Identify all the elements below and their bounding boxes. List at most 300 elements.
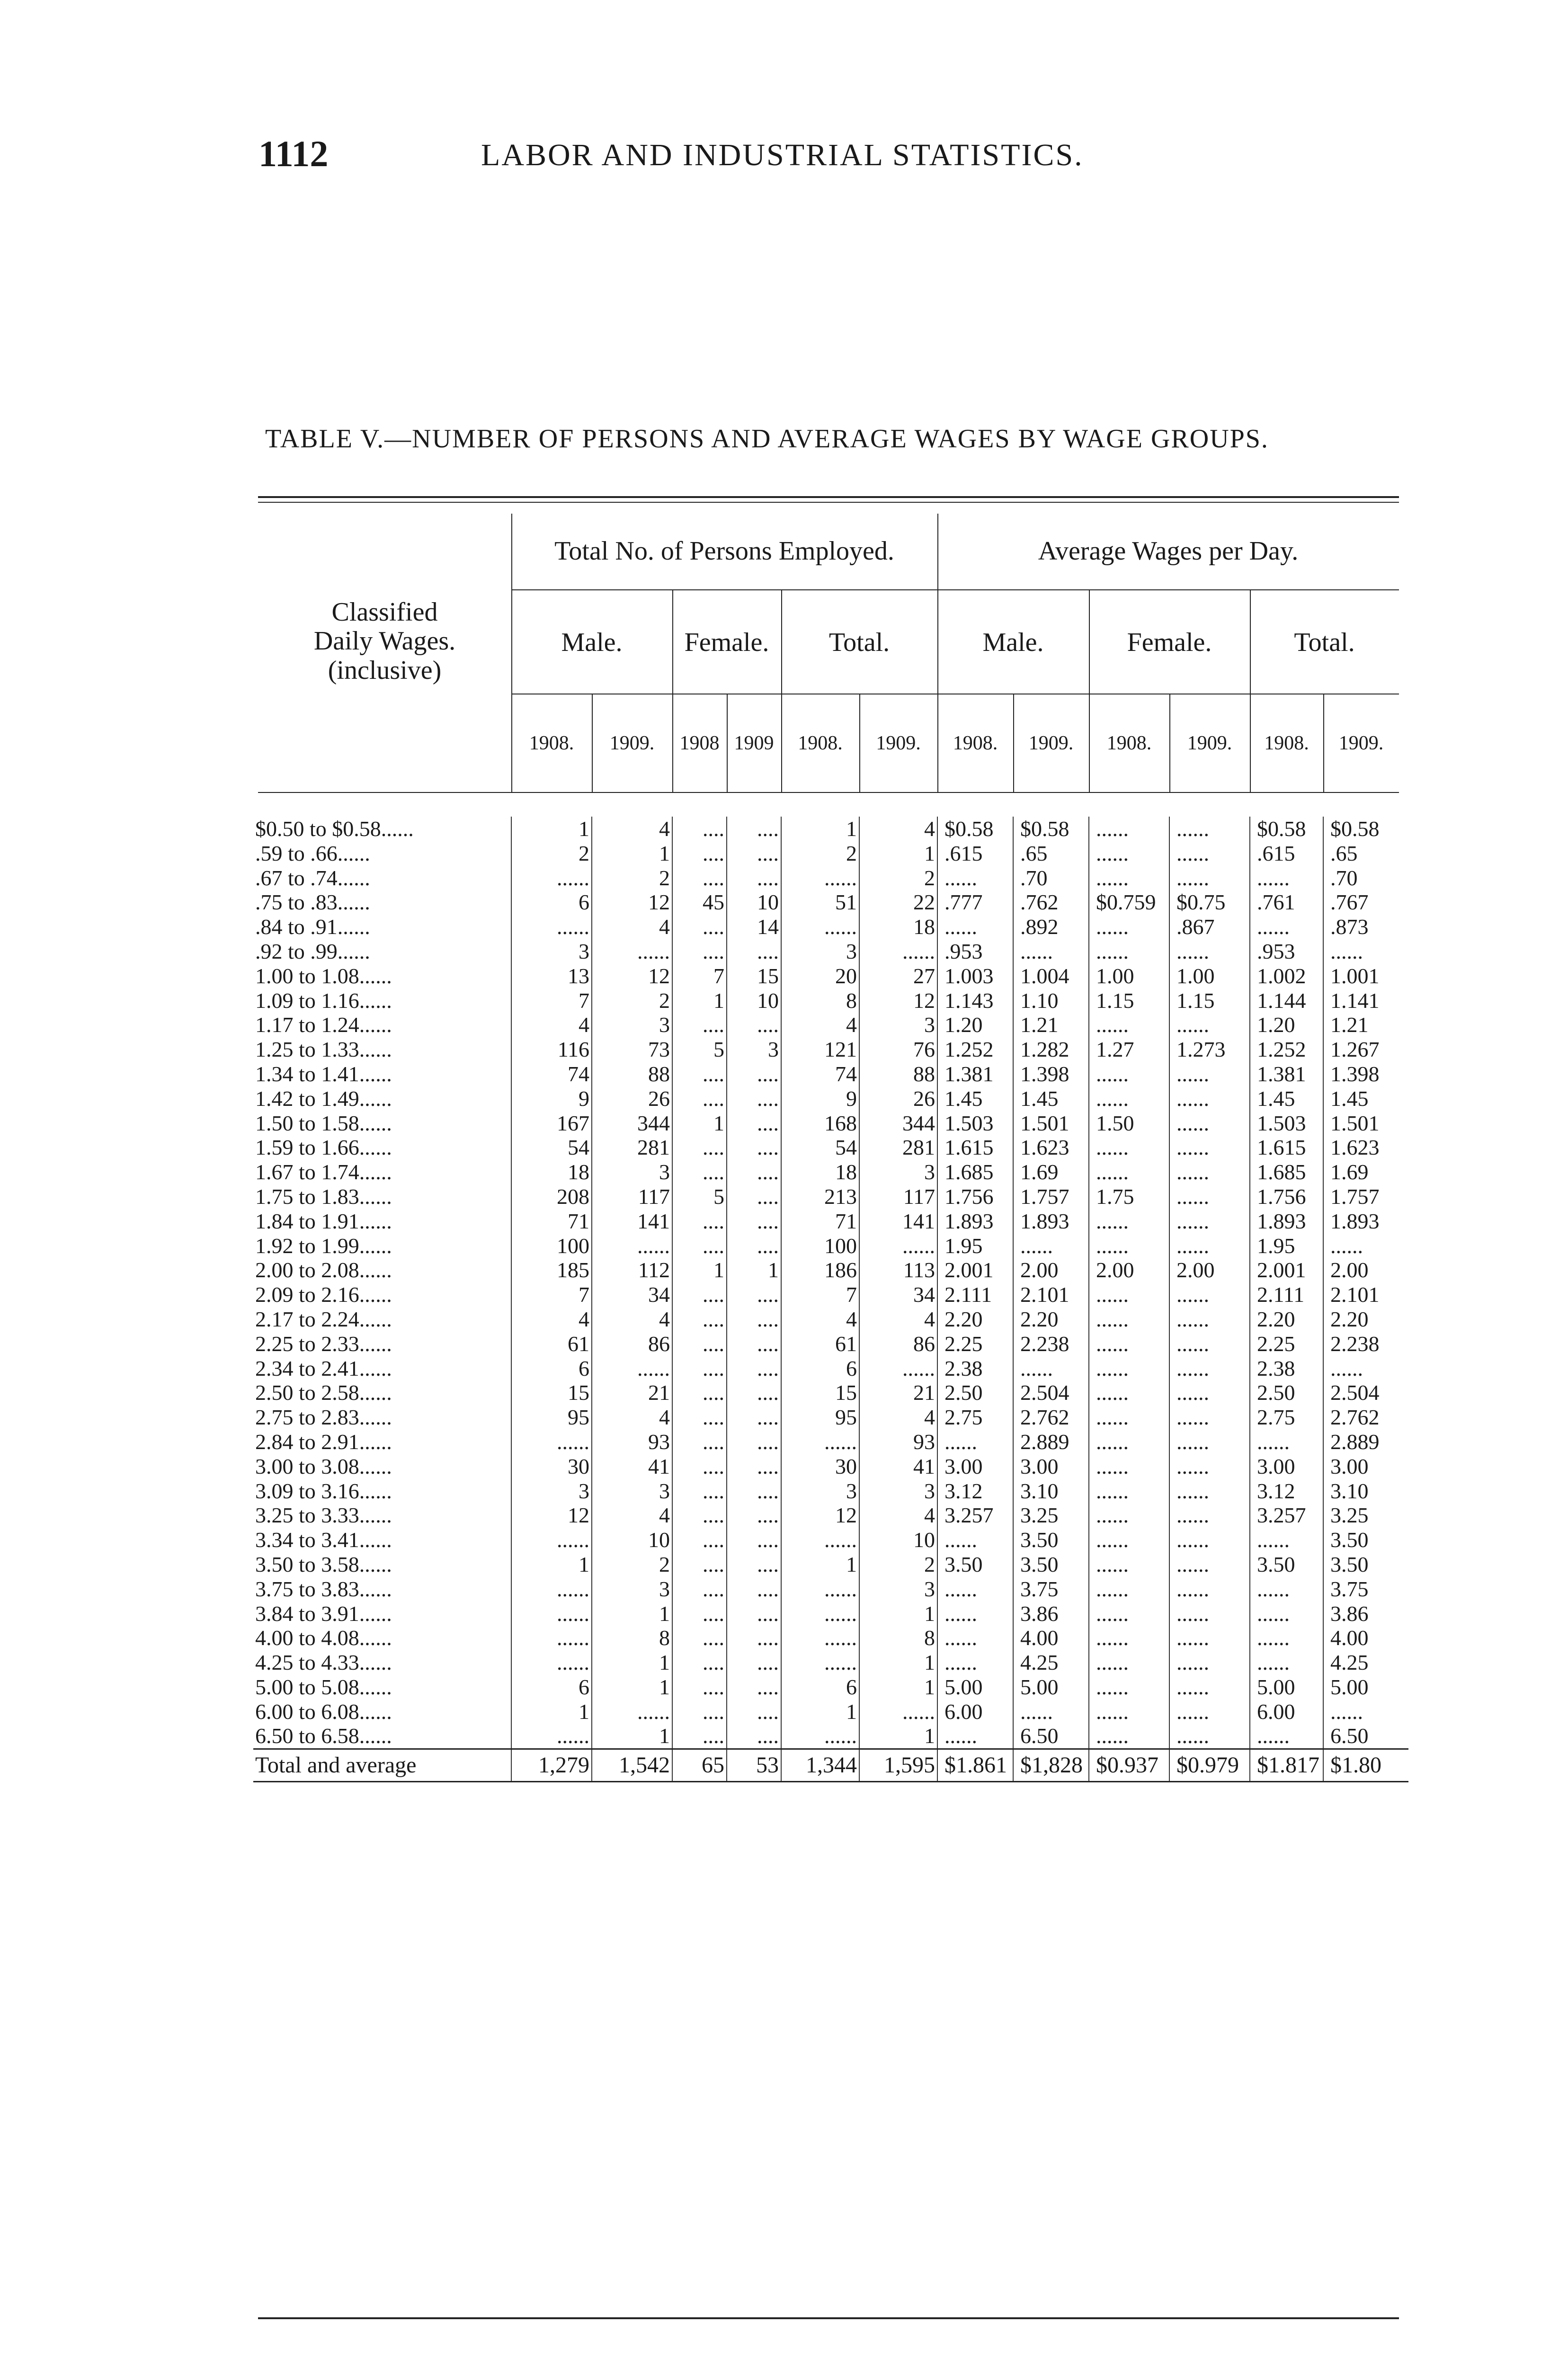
count-cell: 208 [511,1184,592,1209]
count-cell: 344 [859,1111,937,1136]
wage-cell: .762 [1013,890,1089,915]
wage-cell: ...... [937,1650,1013,1675]
count-cell: 3 [592,1160,672,1184]
wage-cell: 1.623 [1323,1135,1408,1160]
wage-cell: ...... [1089,1135,1169,1160]
count-cell: 5 [672,1037,727,1062]
count-cell: 7 [511,988,592,1013]
wage-cell: 1.615 [937,1135,1013,1160]
wage-cell: ...... [937,1724,1013,1749]
wage-cell: 2.101 [1323,1282,1408,1307]
wage-cell: 2.101 [1013,1282,1089,1307]
wage-cell: 3.257 [937,1503,1013,1528]
count-cell: ...... [781,1528,859,1552]
wage-cell: 1.381 [937,1062,1013,1086]
wage-cell: 2.238 [1323,1332,1408,1356]
wage-cell: 3.50 [1323,1552,1408,1577]
count-cell: .... [672,1626,727,1650]
count-cell: .... [727,1503,781,1528]
wage-cell: ...... [1089,915,1169,939]
column-rule [1089,589,1090,793]
count-cell: 4 [592,915,672,939]
count-cell: 1 [781,1552,859,1577]
count-cell: 73 [592,1037,672,1062]
count-cell: 3 [859,1479,937,1504]
table-row [253,1356,1408,1381]
table-row [253,817,1408,841]
wage-cell: .892 [1013,915,1089,939]
count-cell: 18 [859,915,937,939]
wage-cell: 2.38 [1250,1356,1323,1381]
wage-cell: 3.00 [1250,1454,1323,1479]
year-header: 1909. [1187,732,1232,754]
table-row [253,1111,1408,1136]
wage-cell: ...... [1013,1356,1089,1381]
count-cell: 213 [781,1184,859,1209]
count-cell: .... [727,1111,781,1136]
wage-cell: 1.50 [1089,1111,1169,1136]
count-cell: 88 [592,1062,672,1086]
wage-cell: 1.623 [1013,1135,1089,1160]
wage-cell: ...... [1169,1307,1250,1332]
wage-cell: 1.273 [1169,1037,1250,1062]
count-cell: 1 [511,1552,592,1577]
count-cell: 168 [781,1111,859,1136]
count-cell: .... [727,841,781,866]
wage-class-cell: .84 to .91...... [255,915,370,939]
count-cell: 141 [859,1209,937,1234]
table-row [253,1013,1408,1037]
count-cell: .... [672,1552,727,1577]
wage-cell: .70 [1013,866,1089,890]
wage-cell: ...... [1169,1356,1250,1381]
wage-cell: 6.00 [1250,1700,1323,1724]
count-cell: .... [727,1577,781,1602]
year-header: 1908. [1106,732,1152,754]
count-cell: 1 [511,1700,592,1724]
table-row [253,1650,1408,1675]
count-cell: .... [727,1332,781,1356]
wage-cell: $0.759 [1089,890,1169,915]
wage-cell: ...... [937,866,1013,890]
wage-cell: ...... [1169,1528,1250,1552]
wage-cell: 2.25 [937,1332,1013,1356]
table-row [253,1307,1408,1332]
wage-cell: 4.00 [1323,1626,1408,1650]
wage-cell: ...... [1089,1013,1169,1037]
wage-class-cell: .92 to .99...... [255,939,370,963]
wage-cell: $1.80 [1323,1749,1408,1782]
wage-cell: ...... [1089,1626,1169,1650]
count-cell: 10 [727,988,781,1013]
count-cell: .... [727,1602,781,1626]
count-cell: 1 [592,1675,672,1700]
wage-cell: 2.504 [1323,1380,1408,1405]
count-cell: .... [672,1356,727,1381]
wage-cell: 1.893 [1250,1209,1323,1234]
wage-cell: ...... [1089,1282,1169,1307]
wage-cell: 3.50 [1013,1552,1089,1577]
wage-cell: ...... [1169,1332,1250,1356]
wage-cell: $0.979 [1169,1749,1250,1782]
wage-cell: 1.381 [1250,1062,1323,1086]
wage-cell: 2.889 [1323,1430,1408,1454]
table-row [253,1332,1408,1356]
wage-cell: .777 [937,890,1013,915]
count-cell: .... [727,866,781,890]
count-cell: 22 [859,890,937,915]
wage-class-cell: 3.84 to 3.91...... [255,1601,392,1626]
wage-cell: 1.95 [1250,1234,1323,1258]
count-cell: 20 [781,964,859,988]
wage-cell: ...... [1250,915,1323,939]
count-cell: 7 [781,1282,859,1307]
year-header: 1908. [1264,732,1309,754]
wage-cell: 2.762 [1013,1405,1089,1430]
wage-cell: ...... [1089,1503,1169,1528]
wage-cell: 1.001 [1323,964,1408,988]
wage-cell: ...... [937,915,1013,939]
wage-cell: ...... [1169,1479,1250,1504]
count-cell: .... [727,1086,781,1111]
count-cell: 15 [727,964,781,988]
wage-cell: 3.86 [1013,1602,1089,1626]
wage-cell: ...... [1169,1430,1250,1454]
count-cell: 45 [672,890,727,915]
count-cell: 1 [592,1650,672,1675]
table-row [253,1135,1408,1160]
wage-class-cell: 3.09 to 3.16...... [255,1478,392,1503]
wage-cell: ...... [1169,1380,1250,1405]
sub-header-male: Male. [982,627,1044,657]
count-cell: .... [672,1013,727,1037]
count-cell: .... [727,1356,781,1381]
count-cell: .... [672,1405,727,1430]
wage-cell: 1.398 [1323,1062,1408,1086]
wage-cell: ...... [1323,1234,1408,1258]
wage-cell: 1.20 [937,1013,1013,1037]
wage-cell: ...... [1089,1086,1169,1111]
wage-cell: $0.58 [1323,817,1408,841]
wage-cell: 3.50 [937,1552,1013,1577]
count-cell: .... [727,817,781,841]
count-cell: ...... [781,1602,859,1626]
count-cell: 113 [859,1258,937,1282]
wage-cell: 1.002 [1250,964,1323,988]
count-cell: 1,542 [592,1749,672,1782]
count-cell: 8 [592,1626,672,1650]
wage-cell: ...... [1169,1111,1250,1136]
wage-cell: ...... [1250,1626,1323,1650]
wage-cell: 1.503 [1250,1111,1323,1136]
count-cell: 6 [511,1675,592,1700]
count-cell: .... [727,1307,781,1332]
count-cell: 2 [511,841,592,866]
count-cell: 86 [859,1332,937,1356]
year-header: 1909. [876,732,921,754]
wage-cell: 5.00 [1250,1675,1323,1700]
count-cell: 76 [859,1037,937,1062]
wage-class-cell: 1.75 to 1.83...... [255,1184,392,1209]
table-header [258,514,1399,793]
wage-cell: .953 [937,939,1013,964]
count-cell: ...... [511,1602,592,1626]
count-cell: ...... [781,1650,859,1675]
wage-cell: $1,828 [1013,1749,1089,1782]
table-row [253,1405,1408,1430]
wage-cell: 1.45 [1013,1086,1089,1111]
count-cell: 6 [781,1356,859,1381]
wage-cell: ...... [1169,1724,1250,1749]
wage-cell: ...... [1089,939,1169,964]
count-cell: .... [672,1724,727,1749]
count-cell: 12 [781,1503,859,1528]
count-cell: .... [727,1700,781,1724]
count-cell: 93 [592,1430,672,1454]
count-cell: ...... [781,1724,859,1749]
count-cell: .... [672,817,727,841]
wage-cell: 2.762 [1323,1405,1408,1430]
count-cell: ...... [859,1700,937,1724]
count-cell: .... [672,1675,727,1700]
count-cell: .... [727,1479,781,1504]
year-header: 1908. [953,732,998,754]
count-cell: .... [727,1724,781,1749]
wage-cell: ...... [1169,1503,1250,1528]
count-cell: 8 [859,1626,937,1650]
count-cell: 116 [511,1037,592,1062]
wage-cell: ...... [1089,1160,1169,1184]
wage-cell: ...... [1250,1577,1323,1602]
table-row [253,988,1408,1013]
wage-cell: 1.685 [1250,1160,1323,1184]
count-cell: 10 [592,1528,672,1552]
count-cell: .... [672,1307,727,1332]
wage-cell: .867 [1169,915,1250,939]
wage-cell: 1.501 [1323,1111,1408,1136]
count-cell: 2 [859,1552,937,1577]
page-header [258,133,1395,185]
wage-cell: ...... [1089,1675,1169,1700]
wage-cell: 1.501 [1013,1111,1089,1136]
count-cell: 86 [592,1332,672,1356]
wage-cell: ...... [1169,1013,1250,1037]
wage-cell: $0.58 [1250,817,1323,841]
count-cell: 30 [781,1454,859,1479]
count-cell: ...... [511,1577,592,1602]
column-rule [592,694,593,793]
wage-cell: ...... [1250,1528,1323,1552]
wage-cell: ...... [937,1577,1013,1602]
total-row [253,1749,1408,1782]
top-double-rule [258,496,1399,498]
group-header-persons: Total No. of Persons Employed. [554,536,894,566]
table-row [253,1062,1408,1086]
wage-cell: ...... [937,1602,1013,1626]
wage-class-cell: 1.92 to 1.99...... [255,1233,392,1258]
count-cell: 3 [511,1479,592,1504]
wage-class-cell: 1.09 to 1.16...... [255,988,392,1013]
column-rule [727,694,728,793]
wage-cell: 3.00 [1013,1454,1089,1479]
wage-cell: 3.86 [1323,1602,1408,1626]
wage-cell: 1.757 [1323,1184,1408,1209]
count-cell: 21 [592,1380,672,1405]
wage-cell: 2.20 [1013,1307,1089,1332]
wage-cell: 3.75 [1013,1577,1089,1602]
count-cell: .... [672,1135,727,1160]
count-cell: 3 [727,1037,781,1062]
count-cell: 2 [592,988,672,1013]
wage-cell: ...... [1169,1405,1250,1430]
wage-cell: ...... [1089,1650,1169,1675]
wage-cell: 6.50 [1013,1724,1089,1749]
wage-cell: .65 [1013,841,1089,866]
count-cell: 3 [592,1013,672,1037]
wage-cell: ...... [937,1528,1013,1552]
table-row [253,1380,1408,1405]
wage-cell: 1.141 [1323,988,1408,1013]
wage-cell: ...... [1089,1332,1169,1356]
count-cell: 112 [592,1258,672,1282]
column-rule [1250,589,1251,793]
count-cell: .... [672,1209,727,1234]
count-cell: 1 [859,841,937,866]
table-row [253,1184,1408,1209]
count-cell: 27 [859,964,937,988]
count-cell: ...... [511,1528,592,1552]
count-cell: 1 [592,1602,672,1626]
table-row [253,1602,1408,1626]
table-row [253,964,1408,988]
wage-cell: 1.45 [1250,1086,1323,1111]
count-cell: .... [672,1086,727,1111]
wage-cell: 3.25 [1323,1503,1408,1528]
wage-cell: 1.252 [1250,1037,1323,1062]
sub-header-total: Total. [829,627,890,657]
wage-cell: 6.00 [937,1700,1013,1724]
count-cell: .... [727,1626,781,1650]
count-cell: 1 [672,988,727,1013]
wage-cell: 3.10 [1323,1479,1408,1504]
wage-cell: 1.144 [1250,988,1323,1013]
wage-cell: 2.00 [1323,1258,1408,1282]
year-header: 1909 [734,732,774,754]
wage-cell: ...... [1169,1086,1250,1111]
wage-cell: ...... [1089,1479,1169,1504]
count-cell: .... [727,1160,781,1184]
wage-cell: 1.756 [937,1184,1013,1209]
column-rule [1323,694,1324,793]
wage-cell: ...... [1013,939,1089,964]
wage-cell: ...... [1089,841,1169,866]
wage-class-cell: Total and average [253,1749,511,1782]
count-cell: 100 [781,1234,859,1258]
count-cell: .... [672,1528,727,1552]
sub-header-female: Female. [1127,627,1212,657]
count-cell: ...... [859,1234,937,1258]
wage-cell: 1.20 [1250,1013,1323,1037]
wage-cell: ...... [1169,1282,1250,1307]
page-number: 1112 [258,133,329,174]
table-row [253,1258,1408,1282]
table-row [253,1675,1408,1700]
count-cell: 54 [781,1135,859,1160]
count-cell: 1 [859,1724,937,1749]
count-cell: 1,595 [859,1749,937,1782]
count-cell: 71 [781,1209,859,1234]
column-rule [781,589,782,793]
wage-cell: ...... [1089,1209,1169,1234]
year-header: 1908. [529,732,574,754]
count-cell: 4 [592,817,672,841]
count-cell: 1 [859,1602,937,1626]
count-cell: 1 [859,1650,937,1675]
count-cell: ...... [859,1356,937,1381]
count-cell: .... [727,1675,781,1700]
count-cell: 10 [859,1528,937,1552]
count-cell: 34 [592,1282,672,1307]
count-cell: 117 [592,1184,672,1209]
count-cell: 12 [592,890,672,915]
count-cell: 1 [781,817,859,841]
wage-cell: ...... [1089,817,1169,841]
table-row [253,939,1408,964]
wage-cell: 2.50 [937,1380,1013,1405]
count-cell: 41 [592,1454,672,1479]
column-rule [1013,694,1014,793]
group-header-wages: Average Wages per Day. [1038,536,1299,566]
year-header: 1909. [1028,732,1074,754]
count-cell: 88 [859,1062,937,1086]
wage-cell: 2.00 [1013,1258,1089,1282]
wage-cell: ...... [1089,1700,1169,1724]
column-rule [937,514,938,793]
count-cell: ...... [592,1700,672,1724]
count-cell: 100 [511,1234,592,1258]
column-rule [1169,694,1170,793]
count-cell: 26 [592,1086,672,1111]
count-cell: 4 [511,1013,592,1037]
wage-cell: 3.00 [937,1454,1013,1479]
running-title: LABOR AND INDUSTRIAL STATISTICS. [481,138,1084,172]
count-cell: 4 [859,1405,937,1430]
wage-class-cell: .59 to .66...... [255,841,370,865]
count-cell: 1 [592,841,672,866]
wage-cell: .65 [1323,841,1408,866]
wage-cell: $0.75 [1169,890,1250,915]
wage-class-cell: 1.50 to 1.58...... [255,1111,392,1135]
count-cell: 2 [781,841,859,866]
count-cell: .... [672,841,727,866]
wage-cell: 1.95 [937,1234,1013,1258]
wage-cell: 1.252 [937,1037,1013,1062]
wage-cell: 2.20 [1323,1307,1408,1332]
count-cell: ...... [511,1724,592,1749]
count-cell: 18 [511,1160,592,1184]
count-cell: .... [672,1454,727,1479]
table-row [253,1528,1408,1552]
count-cell: 4 [781,1307,859,1332]
wage-cell: 3.50 [1323,1528,1408,1552]
wage-cell: 2.001 [937,1258,1013,1282]
wage-class-cell: 2.09 to 2.16...... [255,1282,392,1307]
wage-cell: 1.756 [1250,1184,1323,1209]
count-cell: .... [727,1405,781,1430]
count-cell: 21 [859,1380,937,1405]
count-cell: 117 [859,1184,937,1209]
count-cell: 167 [511,1111,592,1136]
